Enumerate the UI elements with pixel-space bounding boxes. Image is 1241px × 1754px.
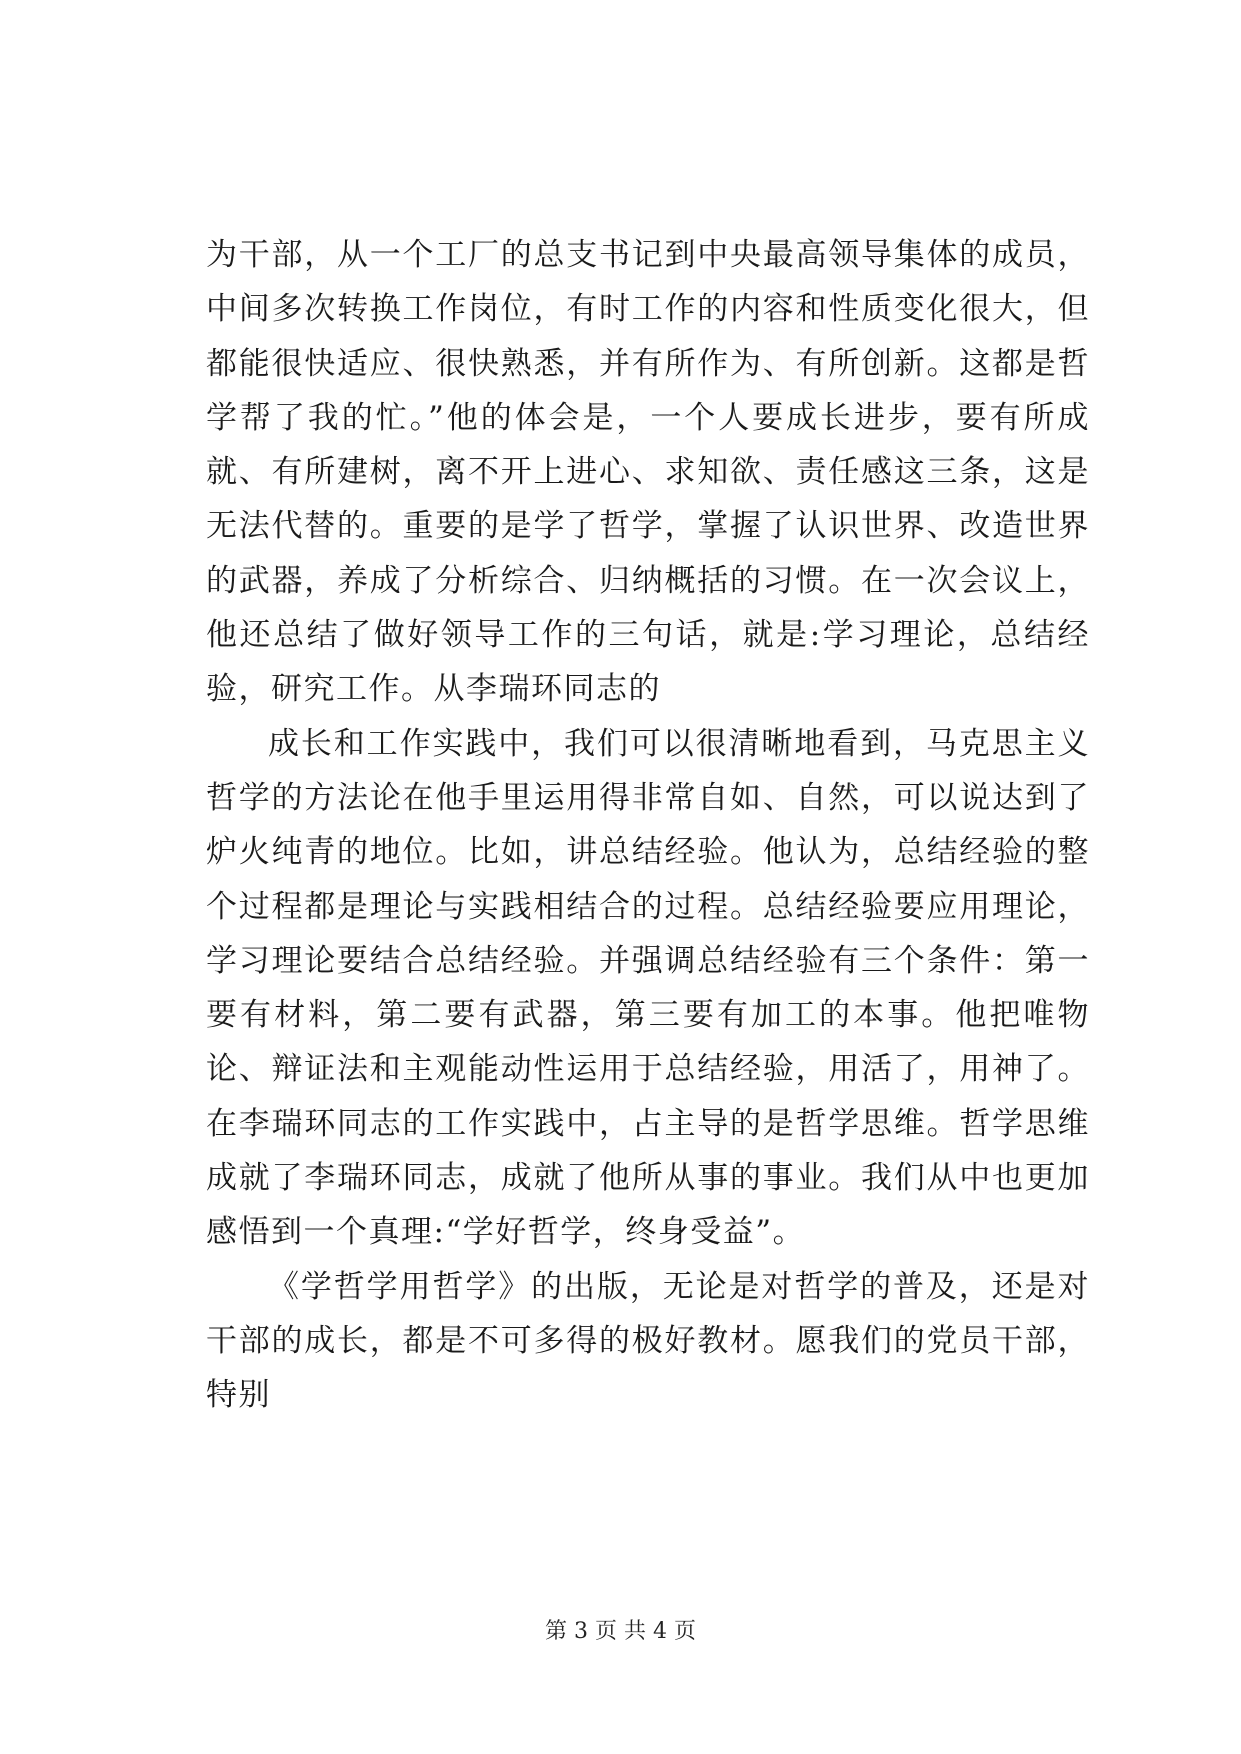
body-text — [206, 228, 1090, 1423]
paragraph-publication: 《学哲学用哲学》的出版，无论是对哲学的普及，还是对干部的成长，都是不可多得的极好教材。愿我们的党员干部，特别 — [206, 1268, 1090, 1414]
page-number-footer: 第 3 页 共 4 页 — [545, 1619, 696, 1644]
paragraph-practice: 成长和工作实践中，我们可以很清晰地看到，马克思主义哲学的方法论在他手里运用得非常自如、自然，可以说达到了炉火纯青的地位。比如，讲总结经验。他认为，总结经验的整个过程都是理论与实践相结合的过程。总结经验要应用理论，学习理论要结合总结经验。并强调总结经验有三个条件：第一要有材料，第二要有武器，第三要有加工的本事。他把唯物论、辩证法和主观能动性运用于总结经验，用活了，用神了。在李瑞环同志的工作实践中，占主导的是哲学思维。哲学思维成就了李瑞环同志，成就了他所从事的事业。我们从中也更加感悟到一个真理:“学好哲学，终身受益”。 — [206, 725, 1090, 1251]
paragraph-continuation: 为干部，从一个工厂的总支书记到中央最高领导集体的成员，中间多次转换工作岗位，有时工作的内容和性质变化很大，但都能很快适应、很快熟悉，并有所作为、有所创新。这都是哲学帮了我的忙。”他的体会是，一个人要成长进步，要有所成就、有所建树，离不开上进心、求知欲、责任感这三条，这是无法代替的。重要的是学了哲学，掌握了认识世界、改造世界的武器，养成了分析综合、归纳概括的习惯。在一次会议上，他还总结了做好领导工作的三句话，就是:学习理论，总结经验，研究工作。从李瑞环同志的 — [206, 237, 1090, 708]
